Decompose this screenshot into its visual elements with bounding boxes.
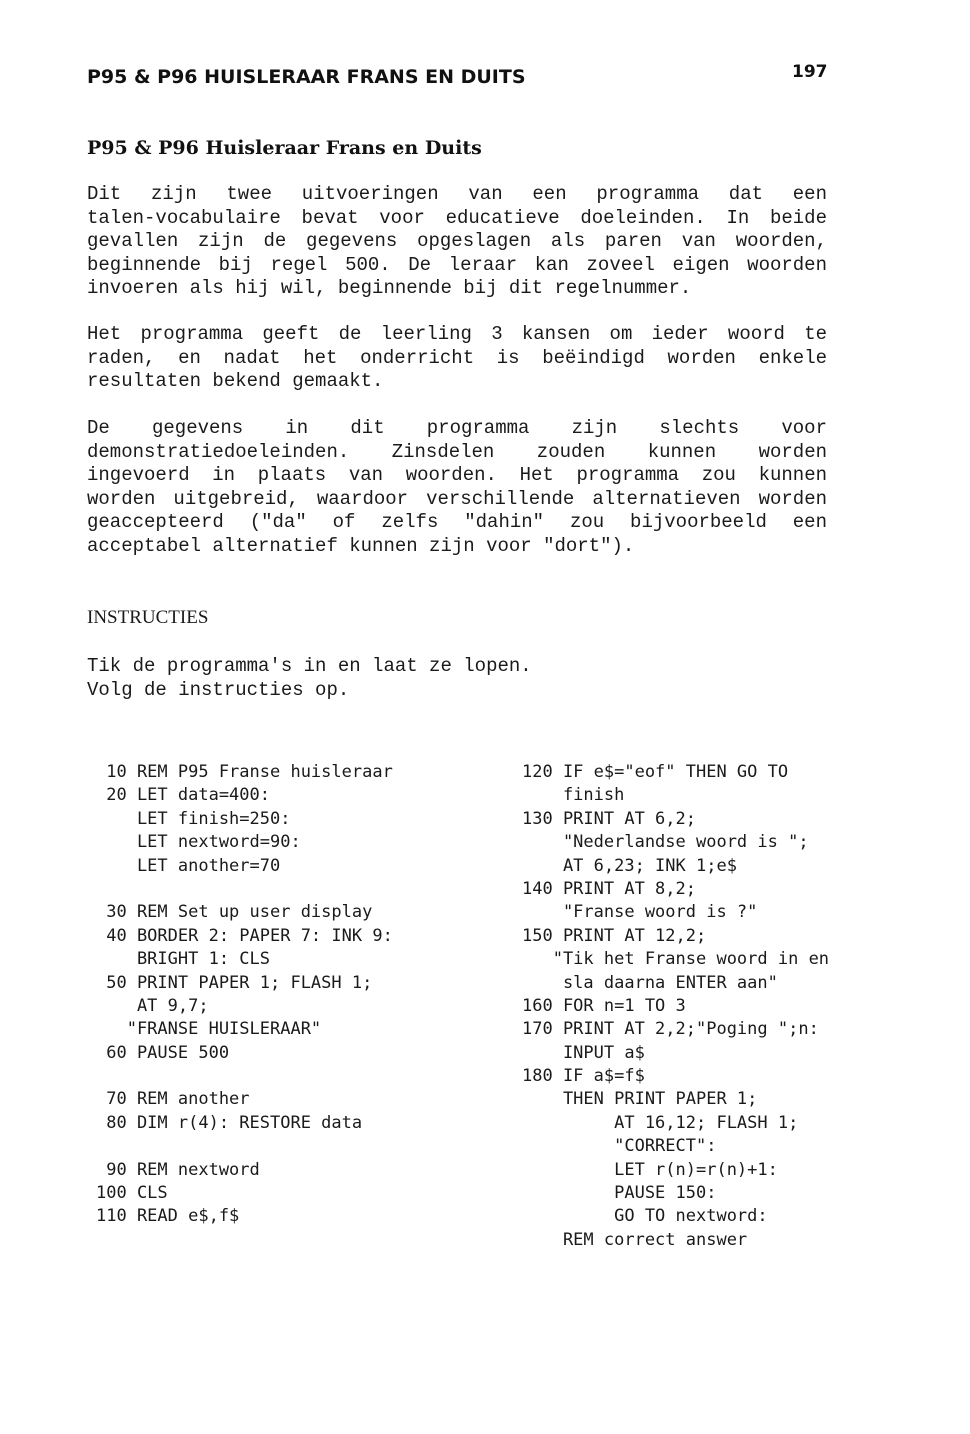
code-line: "Nederlandse woord is "; [522, 832, 809, 853]
code-line: 170 PRINT AT 2,2;"Poging ";n: [522, 1019, 819, 1040]
code-line: 130 PRINT AT 6,2; [522, 808, 696, 829]
paragraph-intro [87, 183, 827, 301]
code-line: GO TO nextword: [522, 1206, 768, 1227]
code-line: LET r(n)=r(n)+1: [522, 1159, 778, 1180]
code-line: BRIGHT 1: CLS [96, 949, 270, 970]
code-line: THEN PRINT PAPER 1; [522, 1089, 758, 1110]
paragraph-line: demonstratiedoeleinden. Zinsdelen zouden kunnen worden [87, 440, 827, 463]
paragraph-line: gevallen zijn de gegevens opgeslagen als paren van woorden, [87, 230, 827, 252]
paragraph-line: Het programma geeft de leerling 3 kansen om ieder woord te [87, 323, 827, 345]
code-line: 10 REM P95 Franse huisleraar [96, 762, 393, 782]
instructions-line: Tik de programma's in en laat ze lopen. [87, 655, 532, 677]
paragraph-line: worden uitgebreid, waardoor verschillende alternatieven worden [87, 487, 827, 510]
paragraph-line: Dit zijn twee uitvoeringen van een programma dat een [87, 183, 827, 205]
paragraph-line: acceptabel alternatief kunnen zijn voor "dort"). [87, 534, 635, 557]
running-title: P95 & P96 HUISLERAAR FRANS EN DUITS [87, 66, 526, 88]
code-line: finish [522, 785, 625, 806]
code-line: 150 PRINT AT 12,2; [522, 925, 707, 946]
paragraph-line: talen-vocabulaire bevat voor educatieve doeleinden. In beide [87, 206, 827, 229]
code-line: AT 16,12; FLASH 1; [522, 1112, 799, 1133]
code-listing-right [522, 761, 829, 1252]
paragraph-chances [87, 323, 827, 394]
instructions-line: Volg de instructies op. [87, 679, 350, 701]
code-line: AT 9,7; [96, 995, 209, 1016]
code-listing-left [96, 761, 393, 1229]
code-line [96, 878, 393, 901]
code-line: 160 FOR n=1 TO 3 [522, 995, 686, 1016]
paragraph-line: geaccepteerd ("da" of zelfs "dahin" zou bijvoorbeeld een [87, 511, 827, 533]
paragraph-line: beginnende bij regel 500. De leraar kan zoveel eigen woorden [87, 253, 827, 276]
code-line [96, 1065, 393, 1088]
paragraph-line: invoeren als hij wil, beginnende bij dit regelnummer. [87, 277, 692, 299]
instructions-text [87, 654, 532, 702]
section-title: P95 & P96 Huisleraar Frans en Duits [87, 137, 482, 159]
code-line: 40 BORDER 2: PAPER 7: INK 9: [96, 925, 393, 946]
code-line: 50 PRINT PAPER 1; FLASH 1; [96, 972, 373, 993]
code-line: "CORRECT": [522, 1136, 717, 1157]
code-line: PAUSE 150: [522, 1183, 717, 1204]
code-line: "Tik het Franse woord in en [522, 949, 830, 970]
code-line: 120 IF e$="eof" THEN GO TO [522, 762, 789, 782]
code-line: sla daarna ENTER aan" [522, 972, 778, 993]
code-line: AT 6,23; INK 1;e$ [522, 855, 737, 876]
code-line: 90 REM nextword [96, 1159, 260, 1180]
code-line: LET finish=250: [96, 808, 291, 829]
page-number: 197 [792, 62, 828, 82]
instructions-heading: INSTRUCTIES [87, 607, 209, 628]
code-line: 70 REM another [96, 1089, 250, 1110]
code-line: 140 PRINT AT 8,2; [522, 878, 696, 899]
code-line: INPUT a$ [522, 1042, 645, 1063]
code-line: 80 DIM r(4): RESTORE data [96, 1112, 363, 1133]
code-line: LET another=70 [96, 855, 281, 876]
code-line: 30 REM Set up user display [96, 902, 373, 923]
code-line: 100 CLS [96, 1183, 168, 1204]
code-line: 180 IF a$=f$ [522, 1066, 645, 1087]
code-line: LET nextword=90: [96, 832, 301, 853]
code-line: 60 PAUSE 500 [96, 1042, 230, 1063]
paragraph-line: ingevoerd in plaats van woorden. Het programma zou kunnen [87, 464, 827, 486]
paragraph-line: resultaten bekend gemaakt. [87, 370, 384, 392]
paragraph-line: raden, en nadat het onderricht is beëindigd worden enkele [87, 346, 827, 369]
code-line: REM correct answer [522, 1229, 748, 1250]
code-line [96, 1135, 393, 1158]
code-line: 110 READ e$,f$ [96, 1206, 240, 1227]
paragraph-line: De gegevens in dit programma zijn slechts voor [87, 417, 827, 439]
paragraph-demo-data [87, 417, 827, 558]
code-line: "FRANSE HUISLERAAR" [96, 1019, 322, 1040]
code-line: "Franse woord is ?" [522, 902, 758, 923]
code-line: 20 LET data=400: [96, 785, 270, 806]
